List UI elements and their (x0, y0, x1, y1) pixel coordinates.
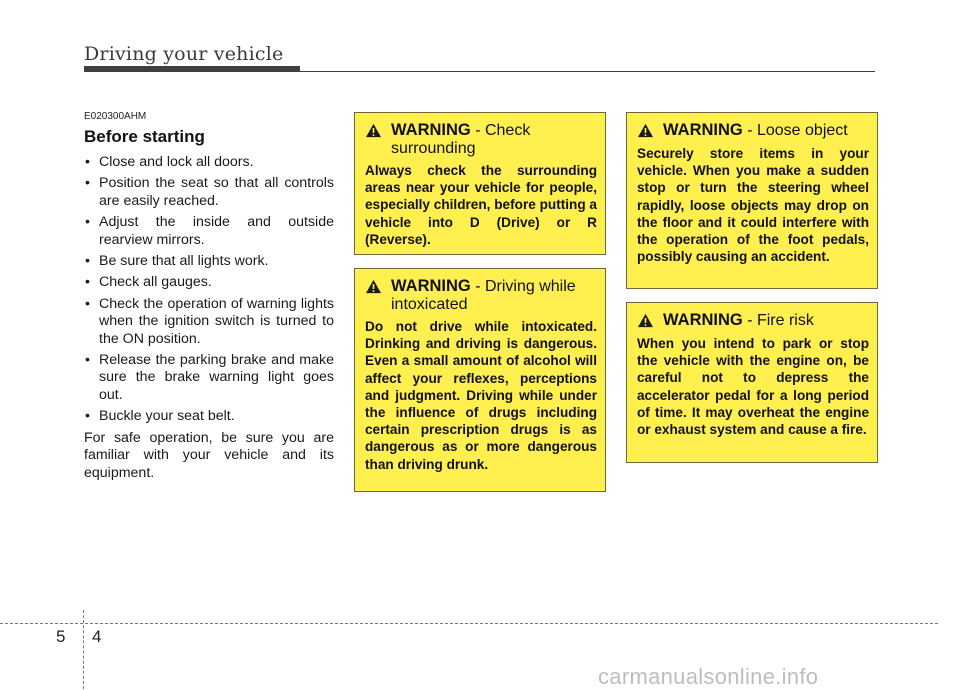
bullet-icon: • (85, 295, 90, 312)
warning-body: When you intend to park or stop the vehicle with the engine on, be careful not to depress the accelerator pedal for a long period of time. It may overheat the engine or exhaust system and cause a fire. (637, 336, 869, 438)
checklist-item: • Be sure that all lights work. (85, 253, 269, 270)
warning-triangle-icon (365, 279, 382, 294)
warning-title: - Check surrounding (391, 122, 531, 157)
warning-loose-object (626, 112, 878, 289)
checklist-item: • Position the seat so that all controls are easily reached. (85, 175, 334, 209)
warning-header (365, 121, 597, 158)
warning-driving-intoxicated (354, 268, 606, 492)
warning-label: WARNING (391, 121, 471, 139)
checklist-item: • Close and lock all doors. (85, 154, 254, 170)
checklist-item: • Check all gauges. (85, 274, 212, 291)
header-rule-thick (84, 66, 300, 72)
warning-triangle-icon (365, 123, 382, 138)
warning-header (365, 277, 597, 314)
warning-header (637, 121, 869, 141)
before-starting-section (84, 111, 334, 482)
checklist (84, 154, 334, 426)
warning-body: Always check the surrounding areas near your vehicle for people, especially children, before putting a vehicle into D (Drive) or R (Reverse). (365, 163, 597, 247)
bullet-icon: • (85, 352, 90, 369)
warning-triangle-icon (637, 123, 654, 138)
warning-label: WARNING (391, 277, 471, 295)
warning-body: Do not drive while intoxicated. Drinking and driving is dangerous. Even a small amount of alcohol will affect your reflexes, perceptions and judgment. Driving while under the influence of drugs including certain prescription drugs is as dangerous as or more dangerous than driving drunk. (365, 319, 597, 472)
warning-label: WARNING (663, 121, 743, 139)
warning-body: Securely store items in your vehicle. When you make a sudden stop or turn the steering wheel rapidly, loose objects may drop on the floor and it could interfere with the operation of the foot pedals, possibly causing an accident. (637, 146, 869, 265)
warning-title: - Fire risk (747, 312, 814, 329)
section-code: E020300AHM (84, 111, 147, 122)
checklist-item: • Release the parking brake and make sure the brake warning light goes out. (85, 352, 334, 403)
bullet-icon: • (85, 408, 90, 425)
page-number: 4 (92, 627, 102, 646)
warning-triangle-icon (637, 313, 654, 328)
header-rule-thin (300, 71, 875, 72)
bullet-icon: • (85, 175, 90, 192)
warning-fire-risk (626, 302, 878, 463)
watermark: carmanualsonline.info (598, 664, 819, 689)
checklist-item: • Adjust the inside and outside rearview mirrors. (85, 214, 334, 248)
warning-check-surrounding (354, 112, 606, 255)
bullet-icon: • (85, 154, 90, 170)
footer-vertical-divider (83, 610, 84, 689)
warning-header (637, 311, 869, 331)
checklist-item: • Buckle your seat belt. (85, 408, 235, 425)
bullet-icon: • (85, 214, 90, 231)
closing-paragraph: For safe operation, be sure you are familiar with your vehicle and its equipment. (84, 429, 334, 481)
warning-title: - Loose object (747, 122, 848, 139)
warning-label: WARNING (663, 311, 743, 329)
page-header-title: Driving your vehicle (84, 43, 284, 65)
chapter-number: 5 (56, 627, 66, 646)
footer-divider (0, 623, 938, 624)
bullet-icon: • (85, 274, 90, 291)
warning-title: - Driving while intoxicated (391, 278, 576, 313)
bullet-icon: • (85, 253, 90, 270)
checklist-item: • Check the operation of warning lights when the ignition switch is turned to the ON position. (85, 295, 334, 347)
section-title: Before starting (84, 127, 205, 146)
